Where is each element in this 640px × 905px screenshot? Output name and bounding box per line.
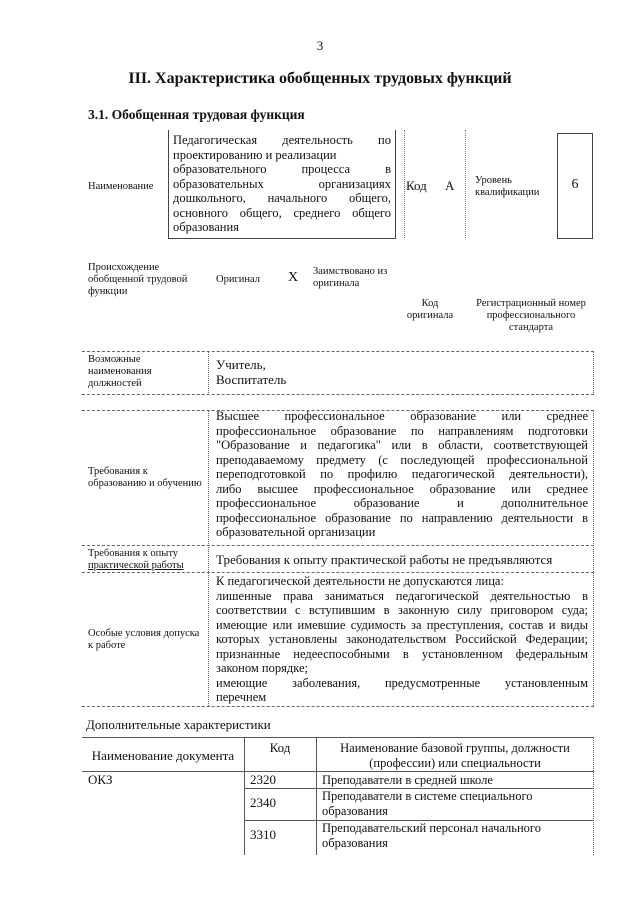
function-name-line: основного общего, среднего общего: [173, 205, 391, 220]
page-number: 3: [316, 38, 324, 53]
positions-values: [216, 357, 286, 387]
positions-bottom-border: [82, 394, 594, 395]
special-top-border: [82, 572, 594, 573]
experience-text: Требования к опыту практической работы не предъявляются: [216, 552, 553, 567]
original-mark: Х: [288, 270, 299, 285]
function-name-line: образования: [173, 220, 239, 234]
special-text: [216, 574, 588, 705]
education-line: профессиональное образование и дополнительное: [216, 496, 588, 510]
experience-label: [88, 548, 184, 572]
special-line: имеющие заболевания, предусмотренные установленным: [216, 675, 588, 690]
row-name: [322, 821, 541, 850]
additional-divider-2: [316, 737, 317, 855]
special-label-line: Особые условия допуска: [88, 628, 200, 639]
subsection-title: 3.1. Обобщенная трудовая функция: [88, 107, 305, 122]
special-line: которых установлены законодательством Российской Федерации;: [216, 632, 588, 646]
level-label: [475, 175, 539, 199]
borrowed-label-line: оригинала: [313, 278, 360, 289]
code-original-label: [398, 298, 462, 322]
function-name-line: образовательных организациях: [173, 176, 391, 191]
education-label: [88, 466, 202, 490]
positions-right-border: [593, 351, 594, 395]
positions-label-line: должностей: [88, 378, 142, 389]
level-label-line: Уровень: [475, 175, 512, 186]
education-line: профессиональное образование по направлениям подготовки: [216, 423, 588, 438]
education-line: либо высшее профессиональное образование или среднее: [216, 481, 588, 496]
row-name-line: образования: [322, 835, 388, 850]
requirements-right-border: [593, 410, 594, 706]
row-name: [322, 789, 533, 818]
reg-number-line: стандарта: [508, 322, 554, 333]
special-line: имеющие или имевшие судимость за преступления, состав и виды: [216, 617, 588, 632]
name-label: Наименование: [88, 181, 154, 192]
function-name-line: дошкольного, начального общего,: [173, 191, 391, 205]
experience-top-border: [82, 545, 594, 546]
reg-number-line: профессионального: [486, 310, 576, 321]
row-name-line: Преподавательский персонал начального: [322, 821, 541, 835]
education-line: образовательной организации: [216, 525, 376, 539]
code-original-line: Код: [421, 298, 439, 309]
origin-label-line: Происхождение: [88, 262, 160, 273]
row-name: Преподаватели в средней школе: [322, 773, 493, 787]
row-code: 2320: [250, 772, 276, 787]
position-item: Воспитатель: [216, 372, 287, 387]
code-original-line: оригинала: [406, 310, 454, 321]
special-label: [88, 628, 199, 652]
experience-label-line: практической работы: [88, 560, 184, 571]
additional-right-border: [593, 737, 594, 855]
function-name-line: проектированию и реализации: [173, 147, 337, 162]
positions-label: [88, 354, 152, 390]
function-name-line: образовательного процесса в: [173, 162, 391, 176]
borrowed-label-line: Заимствовано из: [313, 266, 388, 277]
education-label-line: образованию и обучению: [88, 478, 202, 489]
education-line: "Образование и педагогика" или в области, соответствующей: [216, 438, 588, 452]
col-code-header: Код: [269, 740, 291, 755]
function-name-text: [173, 133, 391, 235]
row-name-line: Преподаватели в системе специального: [322, 789, 533, 803]
additional-header-border: [82, 771, 594, 772]
code-value: А: [445, 178, 455, 193]
col-doc-header: Наименование документа: [91, 748, 235, 763]
positions-label-line: Возможные: [88, 354, 141, 365]
position-item: Учитель,: [216, 357, 266, 372]
additional-title: Дополнительные характеристики: [86, 717, 271, 732]
special-line: соответствии с вступившим в законную силу приговором суда;: [216, 603, 588, 617]
special-line: законом порядке;: [216, 661, 308, 675]
reg-number-line: Регистрационный номер: [476, 298, 586, 309]
origin-label-line: обобщенной трудовой: [88, 274, 188, 285]
requirements-bottom-border: [82, 706, 594, 707]
education-line: переподготовкой по профилю педагогической деятельности),: [216, 467, 588, 481]
row-code: 3310: [250, 827, 276, 842]
origin-label: [88, 262, 187, 298]
doc-value: ОКЗ: [88, 772, 113, 787]
level-value: 6: [571, 177, 579, 192]
positions-top-border: [82, 351, 594, 352]
education-line: профессиональное образование по направлению деятельности в: [216, 510, 588, 525]
row-code: 2340: [250, 795, 276, 810]
additional-top-border: [82, 737, 594, 738]
code-label: Код: [406, 178, 427, 193]
positions-divider: [208, 351, 209, 395]
additional-divider-1: [244, 737, 245, 855]
col-name-header-line: (профессии) или специальности: [369, 755, 541, 770]
special-line: лишенные права заниматься педагогической деятельностью в: [216, 588, 588, 603]
original-label: Оригинал: [216, 274, 260, 285]
col-name-header-line: Наименование базовой группы, должности: [340, 741, 570, 755]
section-title: III. Характеристика обобщенных трудовых функций: [128, 70, 512, 87]
origin-label-line: функции: [88, 286, 128, 297]
reg-number-label: [468, 298, 594, 334]
education-line: Высшее профессиональное образование или среднее: [216, 409, 588, 423]
level-label-line: квалификации: [475, 187, 540, 198]
education-label-line: Требования к: [88, 466, 148, 477]
education-line: преподаваемому предмету (с последующей профессиональной: [216, 452, 588, 467]
col-name-header: [318, 741, 592, 770]
special-line: К педагогической деятельности не допускаются лица:: [216, 574, 504, 588]
function-name-line: Педагогическая деятельность по: [173, 133, 391, 147]
special-label-line: к работе: [88, 640, 126, 651]
requirements-divider: [208, 410, 209, 706]
borrowed-label: [313, 266, 387, 290]
special-line: перечнем: [216, 690, 267, 704]
positions-label-line: наименования: [88, 366, 152, 377]
special-line: признанные недееспособными в установленном федеральным: [216, 646, 588, 661]
row-name-line: образования: [322, 803, 388, 818]
education-text: [216, 409, 588, 540]
experience-label-line: Требования к опыту: [88, 548, 179, 559]
